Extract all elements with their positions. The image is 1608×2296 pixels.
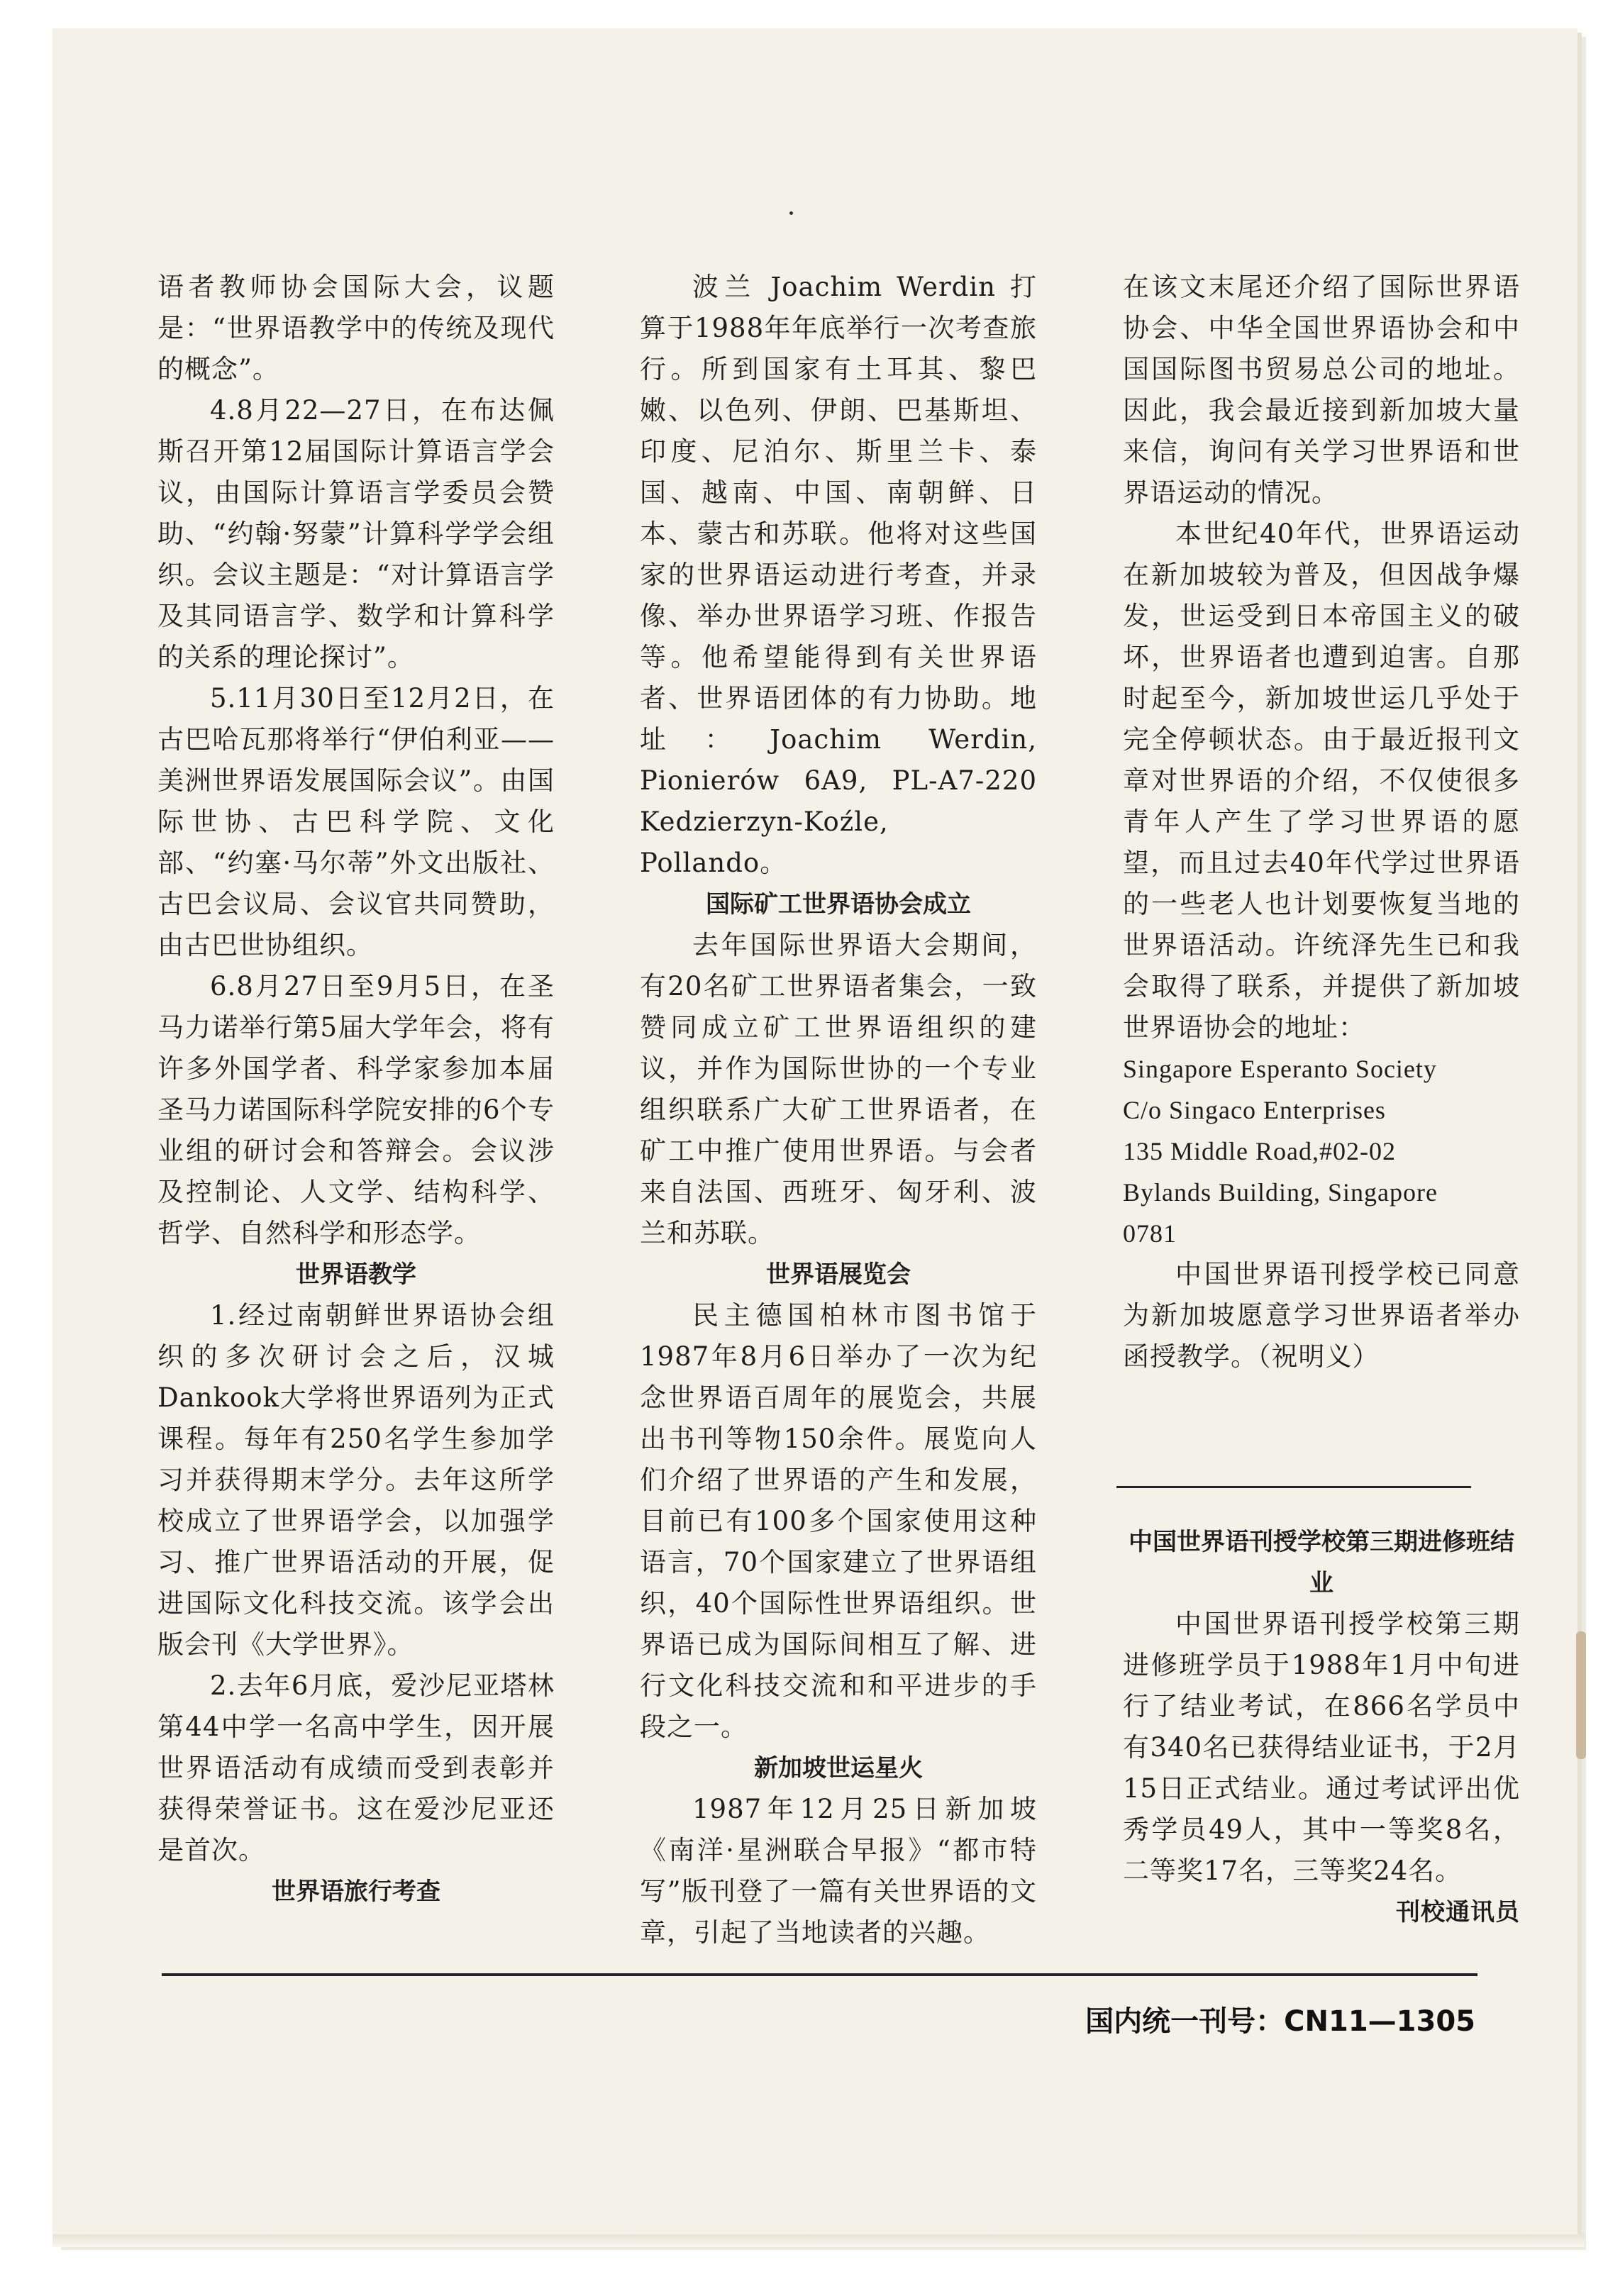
address-line: Singapore Esperanto Society — [1123, 1055, 1437, 1083]
paragraph: 中国世界语刊授学校第三期进修班学员于1988年1月中旬进行了结业考试，在866名学员中有340名已获得结业证书，于2月15日正式结业。通过考试评出优秀学员49人，其中一等奖8名，二等奖17名，三等奖24名。 — [1123, 1609, 1520, 1886]
paragraph: 4.8月22—27日，在布达佩斯召开第12届国际计算语言学会议，由国际计算语言学委员会赞助、“约翰·努蒙”计算科学学会组织。会议主题是：“对计算语言学及其同语言学、数学和计算科学的关系的理论探讨”。 — [157, 395, 555, 672]
paragraph: 中国世界语刊授学校已同意为新加坡愿意学习世界语者举办函授教学。（祝明义） — [1123, 1259, 1520, 1372]
section-heading: 世界语展览会 — [766, 1260, 911, 1289]
paragraph: 语者教师协会国际大会，议题是：“世界语教学中的传统及现代的概念”。 — [157, 272, 555, 384]
section-heading: 新加坡世运星火 — [754, 1754, 923, 1782]
section-heading: 世界语教学 — [296, 1260, 416, 1289]
section-heading: 国际矿工世界语协会成立 — [706, 890, 971, 919]
paragraph: 1.经过南朝鲜世界语协会组织的多次研讨会之后，汉城Dankook大学将世界语列为正式课程。每年有250名学生参加学习并获得期末学分。去年这所学校成立了世界语学会，以加强学习、推广世界语活动的开展，促进国际文化科技交流。该学会出版会刊《大学世界》。 — [157, 1300, 555, 1660]
section-divider — [1116, 1486, 1471, 1488]
column-right-lower — [1123, 1521, 1520, 1933]
address-line: C/o Singaco Enterprises — [1123, 1096, 1386, 1124]
paragraph: 波兰 Joachim Werdin 打算于1988年年底举行一次考查旅行。所到国家有土耳其、黎巴嫩、以色列、伊朗、巴基斯坦、印度、尼泊尔、斯里兰卡、泰国、越南、中国、南朝鲜、日本、蒙古和苏联。他将对这些国家的世界语运动进行考查，并录像、举办世界语学习班、作报告等。他希望能得到有关世界语者、世界语团体的有力协助。地址：Joachim Werdin, Pionierów 6A9, PL-A7-220 Kedzierzyn-Koźle, Pollando。 — [640, 272, 1037, 878]
column-middle — [640, 267, 1037, 1953]
paragraph: 5.11月30日至12月2日，在古巴哈瓦那将举行“伊伯利亚——美洲世界语发展国际会议”。由国际世协、古巴科学院、文化部、“约塞·马尔蒂”外文出版社、古巴会议局、会议官共同赞助，由古巴世协组织。 — [157, 683, 555, 960]
paragraph: 民主德国柏林市图书馆于1987年8月6日举办了一次为纪念世界语百周年的展览会，共展出书刊等物150余件。展览向人们介绍了世界语的产生和发展，目前已有100多个国家使用这种语言，70个国家建立了世界语组织，40个国际性世界语组织。世界语已成为国际间相互了解、进行文化科技交流和和平进步的手段之一。 — [640, 1300, 1037, 1742]
section-heading: 世界语旅行考查 — [272, 1878, 440, 1906]
address-line: 0781 — [1123, 1219, 1177, 1248]
paragraph: 1987年12月25日新加坡《南洋·星洲联合早报》“都市特写”版刊登了一篇有关世界语的文章，引起了当地读者的兴趣。 — [640, 1794, 1037, 1948]
address-line: 135 Middle Road,#02-02 — [1123, 1137, 1396, 1165]
byline: 刊校通讯员 — [1396, 1898, 1520, 1926]
page-edge — [52, 2234, 1585, 2247]
publication-code: 国内统一刊号：CN11—1305 — [1085, 2005, 1475, 2038]
paragraph: 去年国际世界语大会期间，有20名矿工世界语者集会，一致赞同成立矿工世界语组织的建议，并作为国际世协的一个专业组织联系广大矿工世界语者，在矿工中推广使用世界语。与会者来自法国、西班牙、匈牙利、波兰和苏联。 — [640, 930, 1037, 1248]
paragraph: 2.去年6月底，爱沙尼亚塔林第44中学一名高中学生，因开展世界语活动有成绩而受到表彰并获得荣誉证书。这在爱沙尼亚还是首次。 — [157, 1670, 555, 1865]
print-dot — [789, 211, 793, 215]
paragraph: 在该文末尾还介绍了国际世界语协会、中华全国世界语协会和中国国际图书贸易总公司的地址。因此，我会最近接到新加坡大量来信，询问有关学习世界语和世界语运动的情况。 — [1123, 272, 1520, 508]
paragraph: 6.8月27日至9月5日，在圣马力诺举行第5届大学年会，将有许多外国学者、科学家参加本届圣马力诺国际科学院安排的6个专业组的研讨会和答辩会。会议涉及控制论、人文学、结构科学、哲学、自然科学和形态学。 — [157, 971, 555, 1248]
paper-stain — [1576, 1631, 1586, 1759]
column-right — [1123, 267, 1520, 1377]
paragraph: 本世纪40年代，世界语运动在新加坡较为普及，但因战争爆发，世运受到日本帝国主义的破坏，世界语者也遭到迫害。自那时起至今，新加坡世运几乎处于完全停顿状态。由于最近报刊文章对世界语的介绍，不仅使很多青年人产生了学习世界语的愿望，而且过去40年代学过世界语的一些老人也计划要恢复当地的世界语活动。许统泽先生已和我会取得了联系，并提供了新加坡世界语协会的地址： — [1123, 518, 1520, 1043]
section-heading: 中国世界语刊授学校第三期进修班结业 — [1129, 1528, 1514, 1597]
footer-rule — [162, 1973, 1477, 1976]
column-left — [157, 267, 555, 1912]
address-line: Bylands Building, Singapore — [1123, 1178, 1438, 1207]
